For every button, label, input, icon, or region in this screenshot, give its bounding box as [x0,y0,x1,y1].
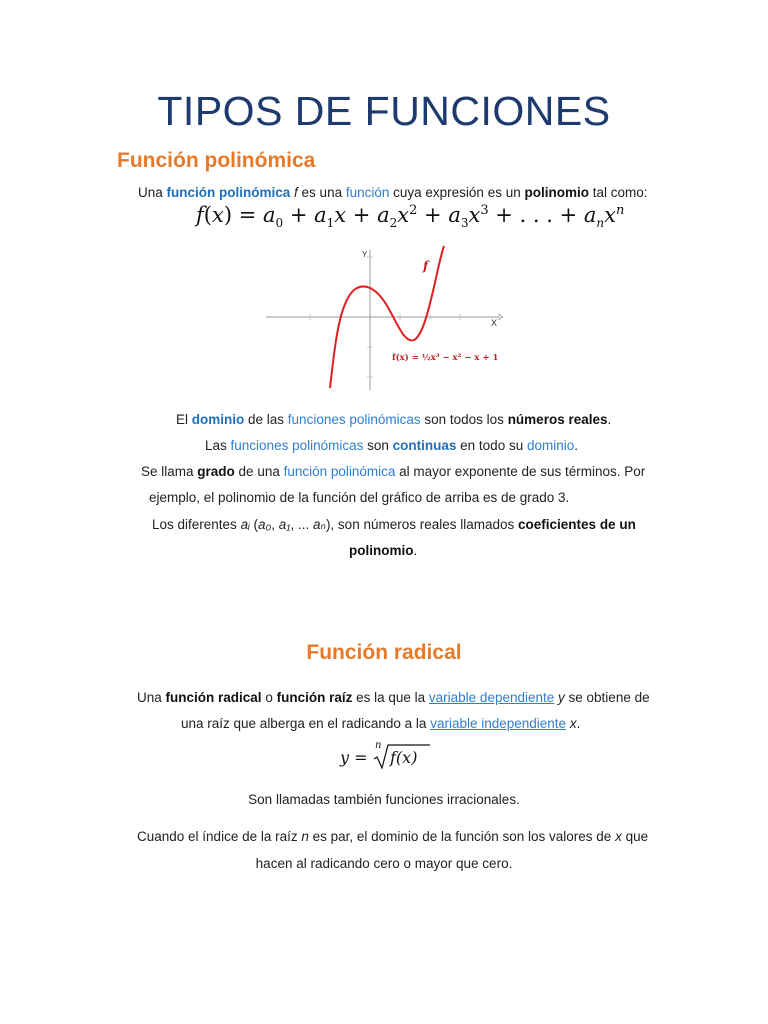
radical-paragraph-3 [137,828,648,846]
curve-equation: f(x) = ½x³ − x² − x + 1 [392,353,499,363]
radical-paragraph-2: Son llamadas también funciones irracionales. [248,792,520,807]
text: es una [297,185,346,200]
section-heading-polynomial: Función polinómica [117,149,316,172]
polynomial-graph [262,244,512,394]
bold-polinomio: polinomio [349,543,414,558]
link-funciones-polinomicas[interactable]: funciones polinómicas [230,438,364,453]
formula-index: n [375,740,382,751]
text: El [176,412,192,427]
text: se obtiene de [564,690,650,705]
text: f [290,185,298,200]
radical-formula [340,740,440,772]
poly-paragraph-3 [141,463,645,481]
bold-funcion-radical: función radical [165,690,262,705]
var-x: x [569,716,577,731]
formula-lhs: y = [340,748,368,767]
link-variable-dependiente[interactable]: variable dependiente [428,690,555,705]
text: . [413,543,418,558]
bold-numeros-reales: números reales [507,412,608,427]
y-axis-label: Y [362,250,368,259]
bold-coeficientes: coeficientes de un [518,517,636,532]
text: que [621,829,649,844]
poly-paragraph-2 [205,437,578,455]
link-funcion[interactable]: función [345,185,390,200]
text: es la que la [352,690,429,705]
text: una raíz que alberga en el radicando a la [181,716,431,731]
text: de una [234,464,284,479]
text: Las [205,438,231,453]
text: . [607,412,612,427]
poly-paragraph-3-cont: ejemplo, el polinomio de la función del gráfico de arriba es de grado 3. [149,490,570,505]
link-continuas[interactable]: continuas [392,438,457,453]
coef-a1: a₁ [278,517,291,532]
text: de las [244,412,288,427]
page-title: TIPOS DE FUNCIONES [157,88,611,134]
text: ), son números reales llamados [325,517,519,532]
text: . [576,716,581,731]
curve-label: f [423,259,429,273]
radical-paragraph-1 [137,689,650,707]
text: son [363,438,393,453]
x-axis-label: X [491,318,498,328]
link-funcion-polinomica[interactable]: función polinómica [166,185,291,200]
text: Una [138,185,167,200]
section-heading-radical: Función radical [306,641,462,664]
link-dominio[interactable]: dominio [526,438,575,453]
formula-radicand: f(x) [390,748,418,767]
bold-grado: grado [197,464,235,479]
link-polinomio: polinomio [524,185,589,200]
coef-ai: aᵢ [240,517,250,532]
text: Se llama [141,464,198,479]
text: tal como: [588,185,648,200]
text: o [261,690,277,705]
poly-paragraph-4 [152,516,636,534]
text: cuya expresión es un [389,185,525,200]
text: , [271,517,279,532]
text: ( [249,517,259,532]
var-x: x [615,829,622,844]
coef-a0: a₀ [258,517,272,532]
text: en todo su [456,438,527,453]
text: al mayor exponente de sus términos. Por [395,464,646,479]
link-funciones-polinomicas[interactable]: funciones polinómicas [287,412,421,427]
link-dominio[interactable]: dominio [191,412,245,427]
text: Los diferentes [152,517,241,532]
poly-paragraph-1 [176,411,611,429]
text: , ... [290,517,314,532]
bold-funcion-raiz: función raíz [276,690,353,705]
poly-paragraph-4-cont [349,542,417,560]
link-funcion-polinomica[interactable]: función polinómica [283,464,396,479]
radical-paragraph-1-cont [181,715,580,733]
text: . [574,438,579,453]
polynomial-formula: $f(x) = a_0 + a_1x + a_2x^2 + a_3x^3$ + . . . + $a_nx^n$ [196,203,625,231]
text: son todos los [420,412,508,427]
text: Cuando el índice de la raíz [137,829,302,844]
coef-an: aₙ [313,517,326,532]
poly-intro [138,184,648,202]
link-variable-independiente[interactable]: variable independiente [430,716,567,731]
text: es par, el dominio de la función son los valores de [308,829,616,844]
var-y: y [558,690,565,705]
var-n: n [301,829,309,844]
text: Una [137,690,166,705]
radical-paragraph-3-cont: hacen al radicando cero o mayor que cero. [255,856,513,871]
